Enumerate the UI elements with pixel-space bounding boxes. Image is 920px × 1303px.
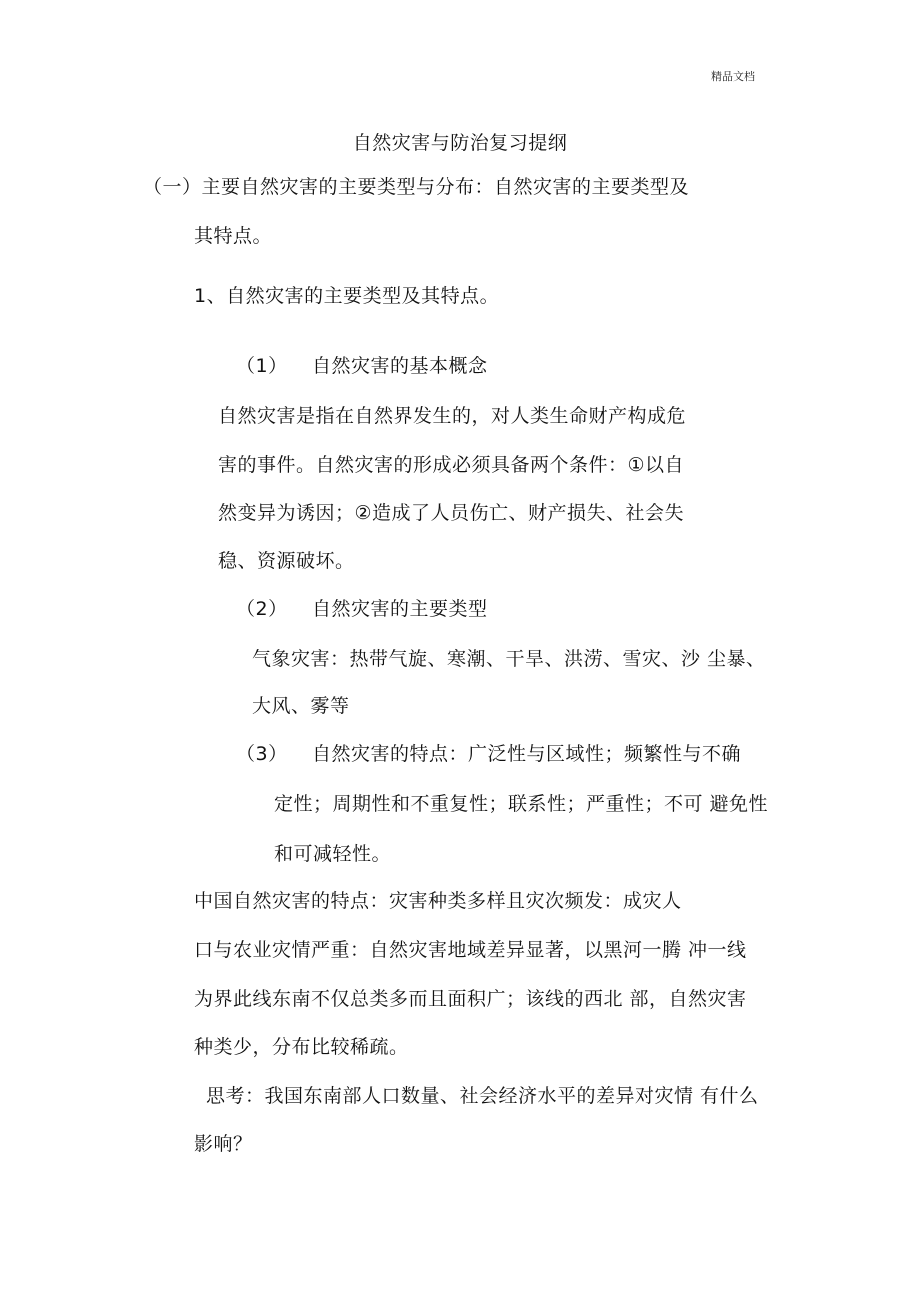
item-2-heading bbox=[236, 597, 488, 621]
subsection-heading: 1、自然灾害的主要类型及其特点。 bbox=[194, 285, 500, 307]
types-line-2: 大风、雾等 bbox=[252, 695, 350, 717]
section-heading-line-2: 其特点。 bbox=[194, 225, 273, 247]
item-3-text-line-2: 定性；周期性和不重复性；联系性；严重性；不可 避免性 bbox=[274, 793, 769, 815]
item-2-title: 自然灾害的主要类型 bbox=[312, 598, 488, 620]
item-1-title: 自然灾害的基本概念 bbox=[312, 355, 488, 377]
china-features-line-2: 口与农业灾情严重：自然灾害地域差异显著，以黑河一腾 冲一线 bbox=[194, 939, 747, 961]
item-1-heading bbox=[236, 354, 488, 378]
item-3-number: （3） bbox=[236, 743, 288, 765]
header-watermark: 精品文档 bbox=[711, 70, 755, 83]
item-2-number: （2） bbox=[236, 598, 288, 620]
definition-line-2: 害的事件。自然灾害的形成必须具备两个条件：①以自 bbox=[218, 454, 685, 476]
item-3-text-line-3: 和可减轻性。 bbox=[274, 843, 392, 865]
definition-line-1: 自然灾害是指在自然界发生的，对人类生命财产构成危 bbox=[218, 405, 687, 427]
item-3-heading bbox=[236, 742, 741, 766]
definition-line-4: 稳、资源破坏。 bbox=[218, 550, 355, 572]
types-line-1: 气象灾害：热带气旋、寒潮、干旱、洪涝、雪灾、沙 尘暴、 bbox=[252, 648, 766, 670]
china-features-line-1: 中国自然灾害的特点：灾害种类多样且灾次频发：成灾人 bbox=[194, 890, 682, 912]
think-question-line-2: 影响？ bbox=[194, 1133, 253, 1155]
document-title: 自然灾害与防治复习提纲 bbox=[352, 132, 568, 154]
definition-line-3: 然变异为诱因；②造成了人员伤亡、财产损失、社会失 bbox=[218, 502, 685, 524]
item-3-text-line-1: 自然灾害的特点：广泛性与区域性；频繁性与不确 bbox=[312, 743, 742, 765]
china-features-line-3: 为界此线东南不仅总类多而且面积广；该线的西北 部，自然灾害 bbox=[194, 988, 747, 1010]
china-features-line-4: 种类少，分布比较稀疏。 bbox=[194, 1036, 409, 1058]
item-1-number: （1） bbox=[236, 355, 288, 377]
section-heading-line-1: （一）主要自然灾害的主要类型与分布：自然灾害的主要类型及 bbox=[143, 176, 690, 198]
think-question-line-1: 思考：我国东南部人口数量、社会经济水平的差异对灾情 有什么 bbox=[206, 1085, 759, 1107]
